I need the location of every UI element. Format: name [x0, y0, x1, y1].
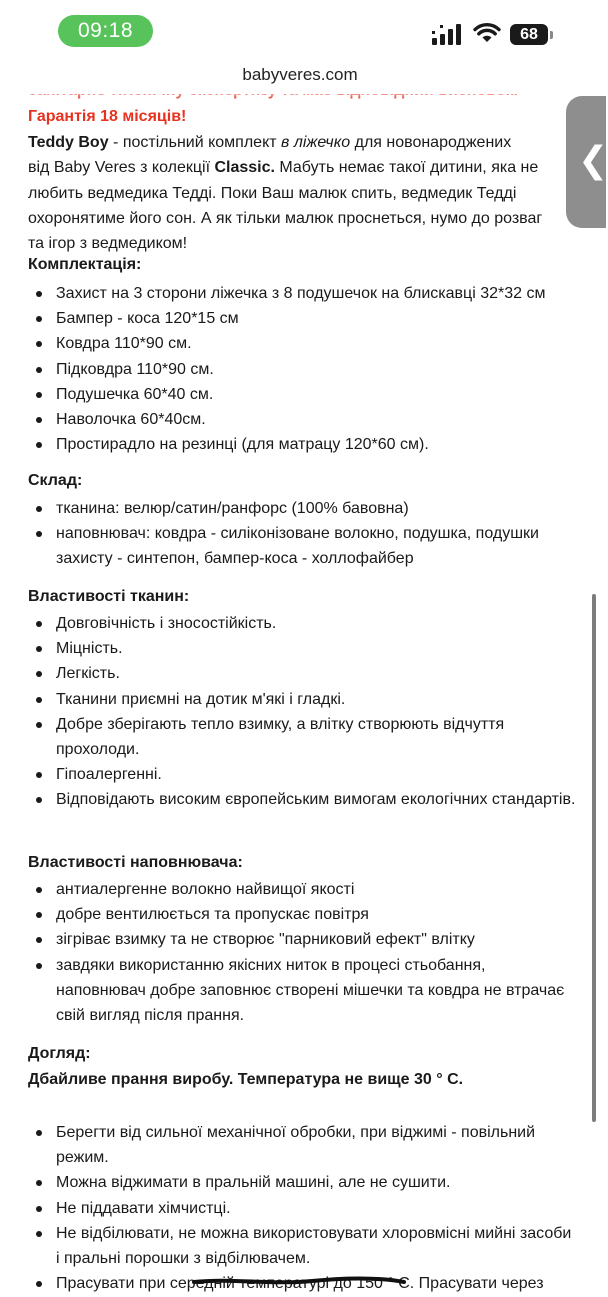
product-description [28, 130, 576, 256]
list-item: антиалергенне волокно найвищої якості [28, 877, 576, 902]
list-item: Міцність. [28, 636, 576, 661]
battery-cap [550, 31, 553, 39]
collection-name: Classic. [214, 159, 275, 177]
list-item: Берегти від сильної механічної обробки, при віджимі - повільний режим. [28, 1120, 576, 1170]
intro-line: та ігор з ведмедиком! [28, 235, 188, 253]
intro-line [28, 130, 576, 155]
list-item: тканина: велюр/сатин/ранфорс (100% бавовна) [28, 496, 576, 521]
scribble-mark [192, 1275, 406, 1287]
set-list [28, 281, 576, 457]
filler-properties-list [28, 877, 576, 1028]
care-title: Догляд: [28, 1045, 91, 1062]
set-title: Комплектація: [28, 256, 142, 273]
list-item: Можна віджимати в пральній машині, але не сушити. [28, 1170, 576, 1195]
list-item: Не відбілювати, не можна використовувати хлоровмісні мийні засоби і пральні порошки з відбілювачем. [28, 1221, 576, 1271]
list-item: Довговічність і зносостійкість. [28, 611, 576, 636]
intro-italic: в ліжечко [281, 134, 351, 151]
battery-indicator: 68 [510, 24, 548, 45]
intro-line: охоронятиме його сон. А як тільки малюк проснеться, нумо до розваг [28, 209, 543, 227]
intro-text: - постільний комплект [108, 134, 282, 151]
address-bar[interactable]: babyveres.com [0, 62, 600, 94]
wifi-icon [473, 22, 501, 44]
list-item: добре вентилюється та пропускає повітря [28, 902, 576, 927]
cellular-signal-icon [432, 24, 464, 46]
clock-pill[interactable]: 09:18 [58, 15, 153, 47]
list-item: наповнювач: ковдра - силіконізоване волокно, подушка, подушки захисту - синтепон, бампер-коса - холлофайбер [28, 521, 576, 571]
list-item: Добре зберігають тепло взимку, а влітку створюють відчуття прохолоди. [28, 712, 576, 762]
guarantee-text: Гарантія 18 місяців! [28, 108, 187, 125]
chevron-left-icon: ❮ [578, 139, 608, 180]
list-item: Простирадло на резинці (для матрацу 120*60 см). [28, 432, 576, 457]
composition-title: Склад: [28, 472, 83, 489]
intro-text: від Baby Veres з колекції [28, 159, 215, 177]
address-bar-fade [0, 88, 600, 100]
care-subtitle: Дбайливе прання виробу. Температура не вище 30 ° С. [28, 1071, 464, 1088]
list-item: завдяки використанню якісних ниток в процесі стьобання, наповнювач добре заповнює створені мішечки та ковдра не втрачає свій вигляд після прання. [28, 953, 576, 1029]
list-item: Підковдра 110*90 см. [28, 357, 576, 382]
list-item: Тканини приємні на дотик м'які і гладкі. [28, 687, 576, 712]
filler-properties-title: Властивості наповнювача: [28, 854, 243, 871]
list-item: Відповідають високим європейським вимогам екологічних стандартів. [28, 787, 576, 812]
list-item: Легкість. [28, 661, 576, 686]
list-item: Не піддавати хімчистці. [28, 1196, 576, 1221]
composition-list [28, 496, 576, 572]
list-item: Бампер - коса 120*15 см [28, 306, 576, 331]
list-item: зігріває взимку та не створює "парниковий ефект" влітку [28, 927, 576, 952]
list-item: Прасувати при середній температурі до 150 ° С. Прасувати через [28, 1271, 576, 1296]
intro-text: Мабуть немає такої дитини, яка не [274, 159, 539, 177]
scrollbar[interactable] [592, 594, 596, 1122]
intro-line [28, 155, 576, 180]
intro-line: любить ведмедика Тедді. Поки Ваш малюк спить, ведмедик Тедді [28, 184, 517, 202]
list-item: Захист на 3 сторони ліжечка з 8 подушечок на блискавці 32*32 см [28, 281, 576, 306]
list-item: Подушечка 60*40 см. [28, 382, 576, 407]
list-item: Гіпоалергенні. [28, 762, 576, 787]
fabric-properties-title: Властивості тканин: [28, 588, 190, 605]
status-bar [0, 0, 600, 62]
list-item: Ковдра 110*90 см. [28, 331, 576, 356]
list-item: Наволочка 60*40см. [28, 407, 576, 432]
intro-text: для новонароджених [350, 134, 512, 151]
side-panel-handle[interactable] [566, 96, 606, 228]
fabric-properties-list [28, 611, 576, 813]
product-name: Teddy Boy [28, 134, 109, 151]
care-list [28, 1120, 576, 1296]
